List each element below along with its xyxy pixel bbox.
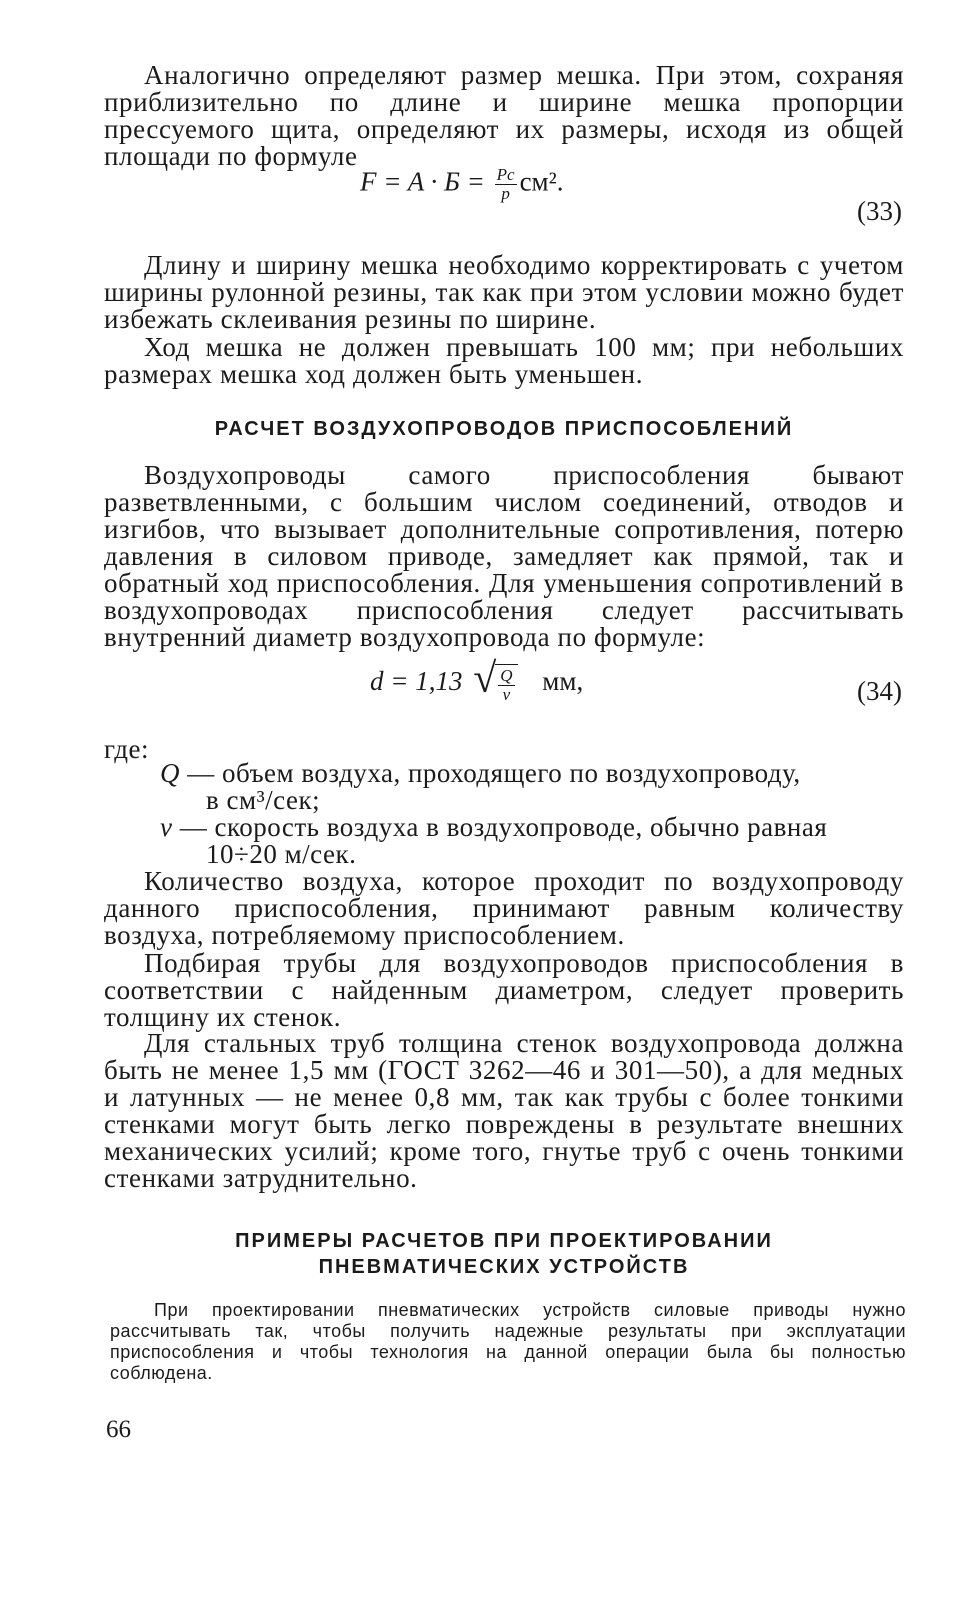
definition-v-continued: 10÷20 м/сек. [206, 839, 357, 869]
definition-q [160, 760, 904, 814]
section-heading-examples [104, 1228, 904, 1280]
equation-number-34: (34) [857, 676, 902, 706]
paragraph-air-quantity: Количество воздуха, которое проходит по воздухопроводу данного приспособления, принимают равным количеству воздуха, потребляемому приспособлением. [104, 866, 904, 950]
radical-sign-icon: √ [473, 656, 497, 702]
section-heading-air-ducts: РАСЧЕТ ВОЗДУХОПРОВОДОВ ПРИСПОСОБЛЕНИЙ [214, 418, 794, 440]
formula-33-denominator: p [501, 184, 510, 203]
equation-number-33: (33) [857, 196, 902, 226]
symbol-q: Q [160, 758, 180, 788]
formula-34-denominator: v [502, 685, 511, 704]
definition-v-text: — скорость воздуха в воздухопроводе, обычно равная [172, 812, 828, 842]
paragraph-wall-thickness: Для стальных труб толщина стенок воздухопровода должна быть не менее 1,5 мм (ГОСТ 3262—46 и 301—50), а для медных и латунных — не менее 0,8 мм, так как трубы с более тонкими стенками могут быть легко повреждены в результате внешних механических усилий; кроме того, гнутье труб с очень тонкими стенками затруднительно. [104, 1028, 904, 1193]
page-number: 66 [106, 1416, 131, 1443]
formula-34-lhs: d = 1,13 [370, 666, 463, 697]
paragraph-bag-correction: Длину и ширину мешка необходимо корректировать с учетом ширины рулонной резины, так как при этом условии можно будет избежать склеивания резины по ширине. [104, 250, 904, 334]
formula-33 [360, 166, 563, 203]
formula-33-unit: см² [519, 166, 557, 197]
section-heading-examples-line-2: ПНЕВМАТИЧЕСКИХ УСТРОЙСТВ [318, 1256, 690, 1278]
formula-34-unit: мм, [542, 666, 584, 697]
formula-33-fraction [495, 166, 517, 203]
square-root [473, 656, 517, 704]
paragraph-bag-stroke: Ход мешка не должен превышать 100 мм; при небольших размерах мешка ход должен быть уменьшен. [104, 332, 904, 389]
paragraph-pipe-selection: Подбирая трубы для воздухопроводов приспособления в соответствии с найденным диаметром, следует проверить толщину их стенок. [104, 948, 904, 1032]
formula-33-numerator: Pс [496, 165, 515, 184]
formula-34-numerator: Q [500, 666, 513, 685]
formula-33-lhs: F = A · Б = [360, 166, 485, 197]
definition-q-text: — объем воздуха, проходящего по воздухопроводу, [180, 758, 801, 788]
formula-34-fraction [498, 667, 514, 704]
paragraph-bag-size: Аналогично определяют размер мешка. При этом, сохраняя приблизительно по длине и ширине мешка пропорции прессуемого щита, определяют их размеры, исходя из общей площади по формуле [104, 60, 904, 171]
paragraph-examples-intro: При проектировании пневматических устройств силовые приводы нужно рассчитывать так, чтобы получить надежные результаты при эксплуатации приспособления и чтобы технология на данной операции была бы полностью соблюдена. [110, 1300, 906, 1383]
definition-q-continued: в см³/сек; [206, 785, 321, 815]
formula-34 [370, 656, 584, 704]
paragraph-air-ducts: Воздухопроводы самого приспособления бывают разветвленными, с большим числом соединений, отводов и изгибов, что вызывает дополнительные сопротивления, потерю давления в силовом приводе, замедляет как прямой, так и обратный ход приспособления. Для уменьшения сопротивлений в воздухопроводах приспособления следует рассчитывать внутренний диаметр воздухопровода по формуле: [104, 460, 904, 652]
symbol-v: v [160, 812, 173, 842]
formula-33-tail: . [556, 166, 564, 197]
where-label: где: [104, 734, 149, 764]
section-heading-examples-line-1: ПРИМЕРЫ РАСЧЕТОВ ПРИ ПРОЕКТИРОВАНИИ [235, 1230, 773, 1252]
definition-v [160, 814, 904, 868]
